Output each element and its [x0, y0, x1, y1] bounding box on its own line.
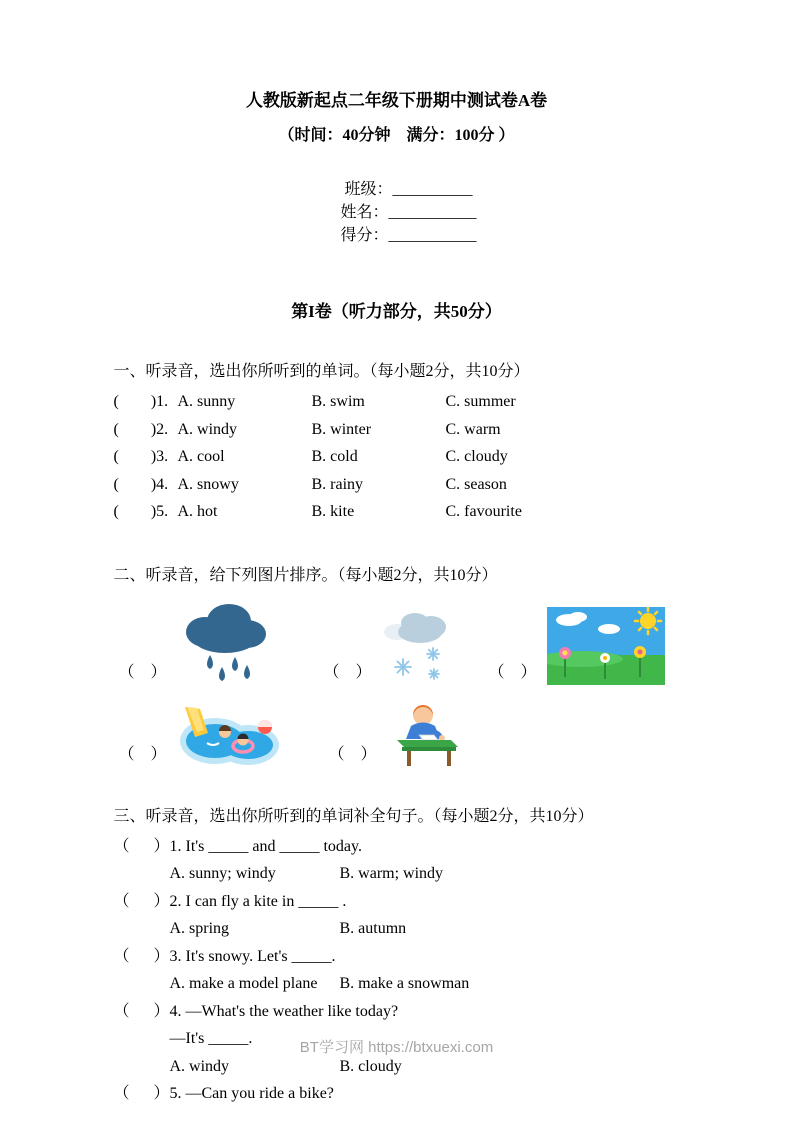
question-line: （ ）1. It's _____ and _____ today.: [113, 837, 362, 855]
sunny-garden-image: [547, 607, 665, 685]
option-a: A. hot: [177, 503, 218, 520]
score-blank: 得分：___________: [340, 227, 477, 244]
class-blank: 班级：__________: [344, 181, 473, 198]
part2-item-snowy: [324, 605, 489, 685]
watermark-footer: BT学习网 https://btxuexi.com: [299, 1039, 494, 1056]
option-b: B. cloudy: [339, 1057, 402, 1075]
part1-question-3: [114, 443, 680, 471]
part3-question-3: [114, 943, 680, 998]
paper-content: [114, 0, 680, 1108]
part-3: [114, 805, 680, 1108]
option-b: B. winter: [311, 420, 372, 438]
answer-paren: ( )1.: [113, 393, 169, 410]
part3-question-2: [114, 888, 680, 943]
name-blank: 姓名：___________: [340, 204, 477, 221]
option-b: B. make a snowman: [339, 975, 470, 992]
option-c: C. summer: [445, 393, 516, 410]
option-a: A. windy: [177, 420, 238, 438]
question-options: [114, 915, 680, 943]
part1-question-5: [114, 498, 680, 526]
part2-item-rainy: [119, 600, 324, 685]
part1-question-2: [114, 416, 680, 444]
option-b: B. warm; windy: [339, 865, 444, 882]
part2-item-sunny: [489, 607, 680, 685]
question-followup-line: —It's _____.: [169, 1030, 253, 1047]
option-a: A. cool: [177, 448, 225, 465]
option-b: B. rainy: [311, 475, 364, 493]
part2-item-writing: [329, 701, 680, 767]
question-options: [114, 970, 680, 998]
option-a: A. sunny; windy: [169, 865, 276, 882]
option-a: A. sunny: [177, 393, 236, 410]
paper-subtitle: （时间：40分钟 满分：100分 ）: [278, 127, 515, 144]
answer-paren: ( )2.: [113, 420, 169, 438]
paper-title: 人教版新起点二年级下册期中测试卷A卷: [245, 91, 548, 110]
part3-question-5: [114, 1080, 680, 1108]
part1-question-1: [114, 388, 680, 416]
part-1-rows: [114, 388, 680, 526]
part2-item-swimming: [119, 699, 329, 767]
question-line: （ ）2. I can fly a kite in _____ .: [113, 892, 347, 910]
question-line: （ ）3. It's snowy. Let's _____.: [113, 947, 336, 965]
option-c: C. cloudy: [445, 448, 508, 465]
option-b: B. autumn: [339, 920, 407, 937]
answer-paren: ( )3.: [113, 448, 169, 465]
question-line: （ ）5. —Can you ride a bike?: [113, 1085, 334, 1102]
option-a: A. snowy: [177, 475, 239, 493]
option-b: B. cold: [311, 448, 358, 465]
answer-paren: ( )5.: [113, 503, 169, 520]
option-c: C. warm: [445, 420, 501, 438]
swimming-pool-kids-image: [177, 699, 282, 767]
answer-paren: （ ）: [118, 663, 167, 681]
option-a: A. spring: [169, 920, 230, 937]
option-c: C. season: [445, 475, 507, 493]
answer-paren: （ ）: [328, 745, 377, 763]
answer-paren: ( )4.: [113, 475, 169, 493]
part-3-questions: [114, 833, 680, 1108]
question-options: [114, 860, 680, 888]
option-b: B. swim: [311, 393, 365, 410]
rainy-cloud-image: [177, 600, 272, 685]
boy-writing-at-desk-image: [387, 701, 465, 767]
part-2-title: 二、听录音，给下列图片排序。（每小题2分，共10分）: [113, 566, 498, 584]
answer-paren: （ ）: [323, 663, 372, 681]
part-1-title: 一、听录音，选出你所听到的单词。（每小题2分，共10分）: [113, 363, 530, 380]
part2-picture-row-1: [114, 600, 680, 685]
option-b: B. kite: [311, 503, 355, 520]
question-line: （ ）4. —What's the weather like today?: [113, 1002, 399, 1020]
part1-question-4: [114, 471, 680, 499]
part-2: [114, 564, 680, 767]
student-info-line: [114, 158, 680, 263]
part-3-title: 三、听录音，选出你所听到的单词补全句子。（每小题2分，共10分）: [113, 807, 594, 825]
section-1-title: 第I卷（听力部分，共50分）: [291, 302, 502, 321]
answer-paren: （ ）: [488, 663, 537, 681]
option-c: C. favourite: [445, 503, 522, 520]
answer-paren: （ ）: [118, 745, 167, 763]
part3-question-1: [114, 833, 680, 888]
option-a: A. windy: [169, 1057, 230, 1075]
option-a: A. make a model plane: [169, 975, 318, 992]
part2-picture-row-2: [114, 699, 680, 767]
part-1: [114, 360, 680, 526]
snowy-cloud-image: [382, 605, 452, 685]
